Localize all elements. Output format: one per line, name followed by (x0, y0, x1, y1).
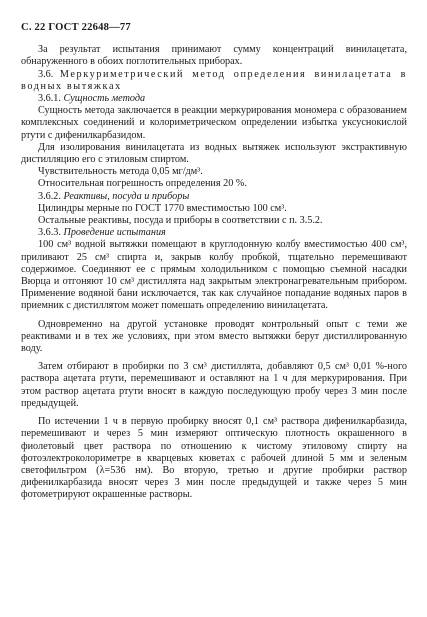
cylinders-line: Цилиндры мерные по ГОСТ 1770 вместимостью 100 см³. (38, 202, 287, 214)
other-reagents-line: Остальные реактивы, посуда и приборы в соответствии с п. 3.5.2. (38, 215, 323, 227)
section-3-6-1-title: Сущность метода (63, 93, 146, 105)
procedure-paragraph-1: 100 см³ водной вытяжки помещают в круглодонную колбу вместимостью 400 см³, приливают 25 см³ спирта и, закрыв колбу пробкой, тщательно перемешивают содержимое. Соединяют ее с прямым холодильником с помощью съемной насадки Вюрца и отгоняют 10 см³ дистиллята над закрытым электронагревательным прибором. Применение водяной бани исключается, так как случайное попадание водяных паров в приемник с дистиллятом может помешать определению винилацетата. (21, 239, 407, 312)
error-line: Относительная погрешность определения 20 %. (38, 178, 247, 190)
isolation-paragraph: Для изолирования винилацетата из водных вытяжек используют экстрактивную дистилляцию его с этиловым спиртом. (21, 141, 407, 166)
procedure-paragraph-3: Затем отбирают в пробирки по 3 см³ дистиллята, добавляют 0,5 см³ 0,01 %-ного раствора ацетата ртути, перемешивают и оставляют на 1 ч для меркурирования. При этом раствор ацетата ртути вносят в каждую последующую пробу через 3 мин после предыдущей. (21, 361, 407, 409)
sensitivity-line: Чувствительность метода 0,05 мг/дм³. (38, 166, 203, 178)
page-header: С. 22 ГОСТ 22648—77 (21, 22, 131, 33)
procedure-paragraph-2: Одновременно на другой установке проводят контрольный опыт с теми же реактивами и в тех же условиях, при этом вместо вытяжки берут дистиллированную воду. (21, 318, 407, 355)
section-3-6-title: Меркуриметрический метод определения винилацетата в водных вытяжках (21, 68, 408, 92)
section-3-6-number: 3.6. (38, 68, 54, 80)
section-3-6-2-number: 3.6.2. (38, 190, 61, 202)
section-3-6-3-heading (21, 227, 407, 239)
section-3-6-1-heading (21, 93, 407, 105)
section-3-6-2-heading (21, 191, 407, 203)
section-3-6-1-number: 3.6.1. (38, 93, 61, 105)
procedure-paragraph-4: По истечении 1 ч в первую пробирку вносят 0,1 см³ раствора дифенилкарбазида, перемешивают и через 5 мин измеряют оптическую плотность окрашенного в фиолетовый цвет раствора по отношению к чистому этиловому спирту на фотоэлектроколориметре в кварцевых кюветах с рабочей длиной 5 мм и зеленым светофильтром (λ=536 нм). Во вторую, третью и другие пробирки раствор дифенилкарбазида вносят через 3 мин после предыдущей и также через 5 мин фотометрируют окрашенные растворы. (21, 416, 407, 501)
essence-paragraph: Сущность метода заключается в реакции меркурирования мономера с образованием комплексных соединений и колориметрическом определении избытка уксуснокислой ртути с дифенилкарбазидом. (21, 105, 407, 141)
section-3-6-heading (21, 69, 407, 93)
section-3-6-2-title: Реактивы, посуда и приборы (63, 190, 190, 202)
section-3-6-3-title: Проведение испытания (63, 227, 166, 239)
section-3-6-3-number: 3.6.3. (38, 227, 61, 239)
result-paragraph: За результат испытания принимают сумму концентраций винилацетата, обнаруженного в обоих поглотительных приборах. (21, 44, 407, 68)
